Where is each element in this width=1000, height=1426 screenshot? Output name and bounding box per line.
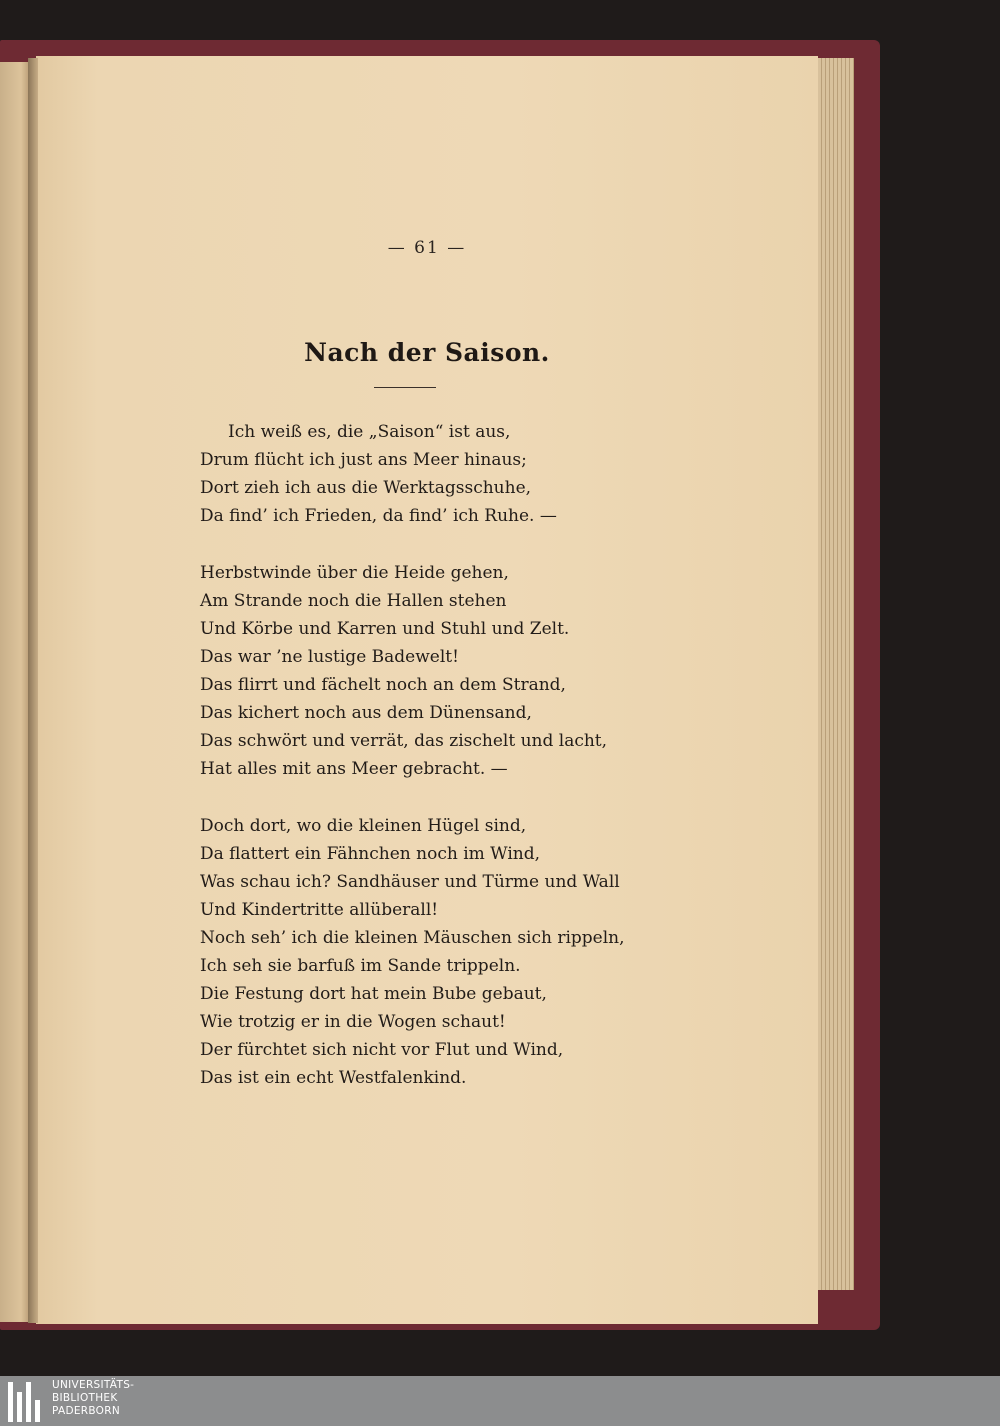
poem-line: Die Festung dort hat mein Bube gebaut, bbox=[200, 984, 547, 1004]
poem-line: Was schau ich? Sandhäuser und Türme und Wall bbox=[200, 872, 620, 892]
book-gutter bbox=[28, 58, 38, 1323]
poem-line: Das kichert noch aus dem Dünensand, bbox=[200, 703, 532, 723]
poem-line: Noch seh’ ich die kleinen Mäuschen sich rippeln, bbox=[200, 928, 625, 948]
poem-line: Am Strande noch die Hallen stehen bbox=[200, 591, 507, 611]
poem-line: Da find’ ich Frieden, da find’ ich Ruhe. — bbox=[200, 506, 557, 526]
library-bars-icon bbox=[8, 1382, 48, 1422]
logo-line: UNIVERSITÄTS- bbox=[52, 1379, 135, 1391]
poem-line: Und Körbe und Karren und Stuhl und Zelt. bbox=[200, 619, 570, 639]
stanza bbox=[200, 418, 800, 530]
poem-line: Der fürchtet sich nicht vor Flut und Wind, bbox=[200, 1040, 564, 1060]
book-page bbox=[36, 56, 818, 1324]
poem-line: Ich weiß es, die „Saison“ ist aus, bbox=[228, 422, 511, 442]
poem-line: Da flattert ein Fähnchen noch im Wind, bbox=[200, 844, 540, 864]
poem-line: Das flirrt und fächelt noch an dem Strand, bbox=[200, 675, 566, 695]
poem-line: Wie trotzig er in die Wogen schaut! bbox=[200, 1012, 506, 1032]
poem-line: Das war ’ne lustige Badewelt! bbox=[200, 647, 459, 667]
stanza bbox=[200, 812, 800, 1092]
page-edges bbox=[818, 58, 854, 1290]
poem-line: Herbstwinde über die Heide gehen, bbox=[200, 563, 509, 583]
poem-line: Doch dort, wo die kleinen Hügel sind, bbox=[200, 816, 527, 836]
poem-title: Nach der Saison. bbox=[304, 338, 550, 367]
library-footer bbox=[0, 1376, 1000, 1426]
poem-line: Das ist ein echt Westfalenkind. bbox=[200, 1068, 467, 1088]
poem-line: Dort zieh ich aus die Werktagsschuhe, bbox=[200, 478, 532, 498]
poem-body bbox=[200, 418, 800, 1092]
poem-line: Das schwört und verrät, das zischelt und lacht, bbox=[200, 731, 608, 751]
page-number: — 61 — bbox=[387, 238, 467, 258]
library-logo-text bbox=[52, 1379, 134, 1418]
poem-line: Ich seh sie barfuß im Sande trippeln. bbox=[200, 956, 521, 976]
title-rule bbox=[374, 387, 436, 388]
poem-line: Und Kindertritte allüberall! bbox=[200, 900, 439, 920]
stanza bbox=[200, 559, 800, 783]
poem-line: Drum flücht ich just ans Meer hinaus; bbox=[200, 450, 527, 470]
left-page-edge bbox=[0, 62, 30, 1322]
logo-line: BIBLIOTHEK bbox=[52, 1392, 118, 1404]
logo-line: PADERBORN bbox=[52, 1405, 120, 1417]
poem-line: Hat alles mit ans Meer gebracht. — bbox=[200, 759, 508, 779]
